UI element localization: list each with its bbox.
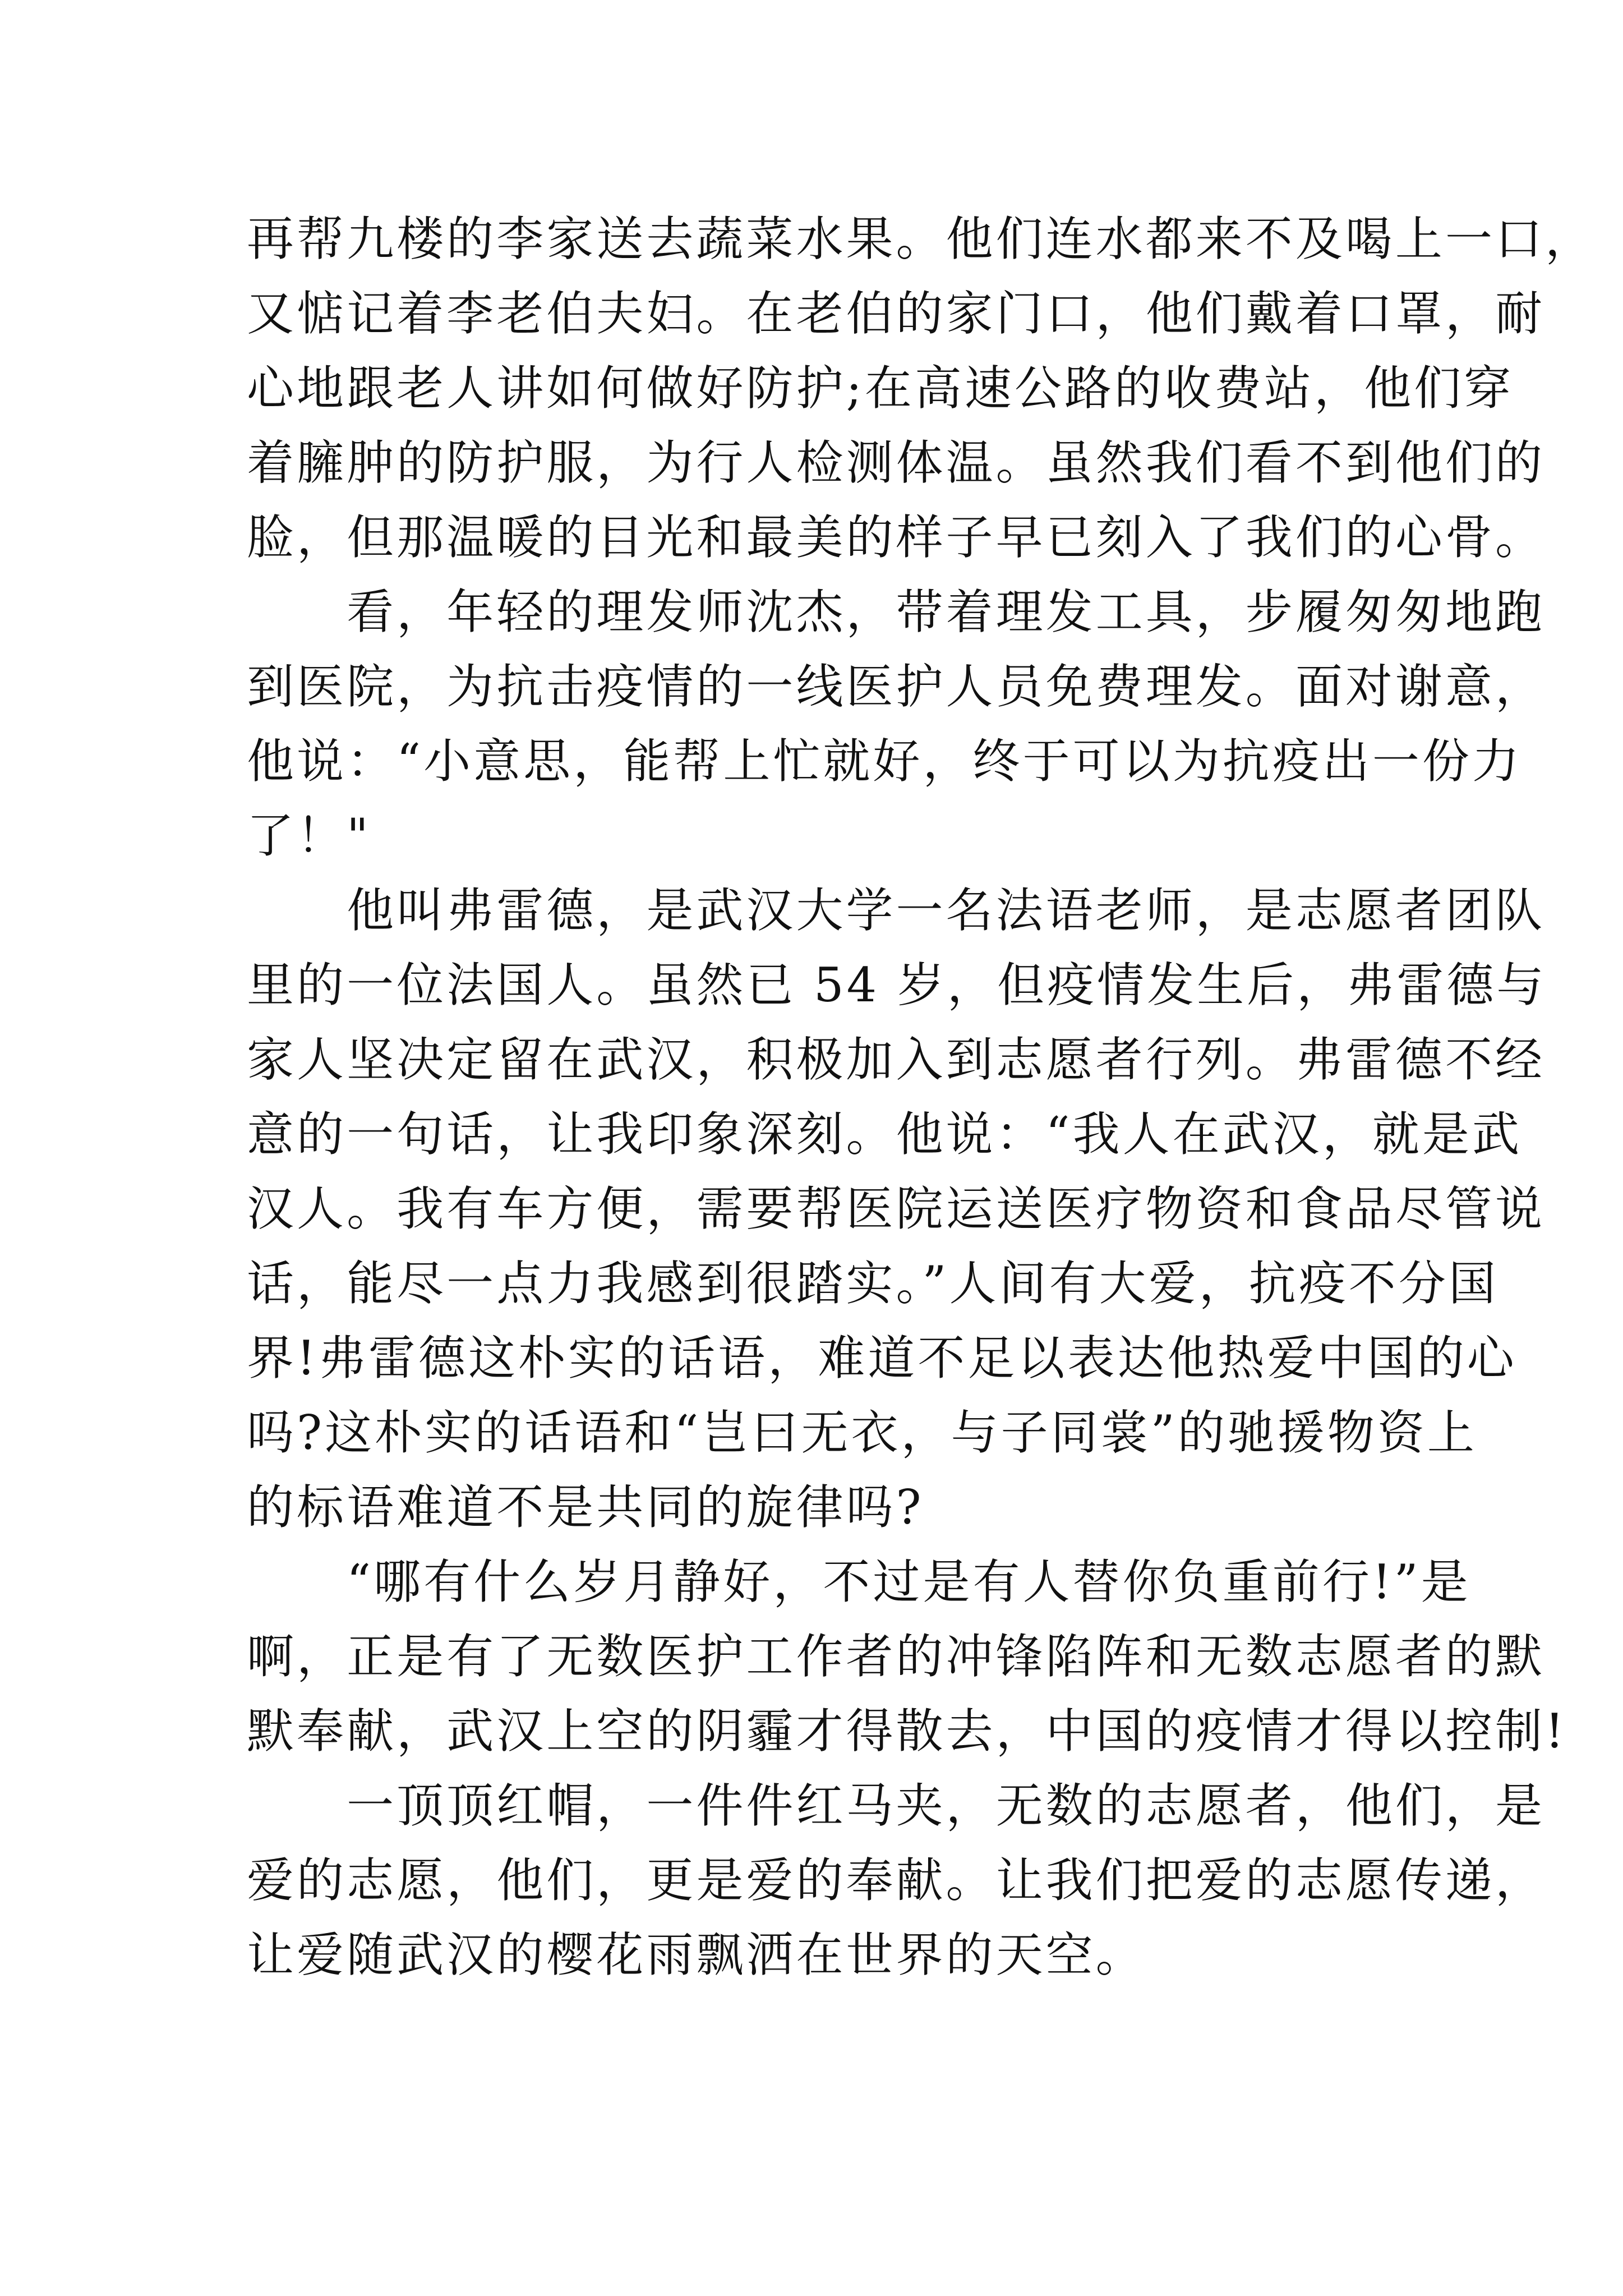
text-line: 看，年轻的理发师沈杰，带着理发工具，步履匆匆地跑 xyxy=(247,585,1546,639)
text-line: 啊，正是有了无数医护工作者的冲锋陷阵和无数志愿者的默 xyxy=(247,1629,1546,1684)
text-line: 着臃肿的防护服，为行人检测体温。虽然我们看不到他们的 xyxy=(247,435,1546,490)
text-line: 默奉献，武汉上空的阴霾才得散去，中国的疫情才得以控制! xyxy=(247,1704,1567,1759)
text-line: 了！" xyxy=(247,808,371,863)
text-line: 他叫弗雷德，是武汉大学一名法语老师，是志愿者团队 xyxy=(247,883,1546,938)
text-line: 汉人。我有车方便，需要帮医院运送医疗物资和食品尽管说 xyxy=(247,1181,1546,1236)
text-line: 到医院，为抗击疫情的一线医护人员免费理发。面对谢意， xyxy=(247,659,1546,714)
text-line: “哪有什么岁月静好，不过是有人替你负重前行!”是 xyxy=(247,1554,1471,1609)
text-line: 家人坚决定留在武汉，积极加入到志愿者行列。弗雷德不经 xyxy=(247,1032,1546,1087)
text-line: 界!弗雷德这朴实的话语，难道不足以表达他热爱中国的心 xyxy=(247,1331,1517,1386)
text-line: 又惦记着李老伯夫妇。在老伯的家门口，他们戴着口罩，耐 xyxy=(247,286,1546,341)
text-line: 吗?这朴实的话语和“岂曰无衣，与子同裳”的驰援物资上 xyxy=(247,1405,1477,1460)
text-line: 的标语难道不是共同的旋律吗? xyxy=(247,1480,924,1535)
text-line: 心地跟老人讲如何做好防护;在高速公路的收费站，他们穿 xyxy=(247,361,1514,416)
text-line: 再帮九楼的李家送去蔬菜水果。他们连水都来不及喝上一口， xyxy=(247,211,1596,266)
text-line: 爱的志愿，他们，更是爱的奉献。让我们把爱的志愿传递， xyxy=(247,1853,1546,1908)
text-line: 脸，但那温暖的目光和最美的样子早已刻入了我们的心骨。 xyxy=(247,510,1546,565)
text-line: 一顶顶红帽，一件件红马夹，无数的志愿者，他们，是 xyxy=(247,1778,1546,1833)
text-line: 意的一句话，让我印象深刻。他说：“我人在武汉，就是武 xyxy=(247,1107,1522,1162)
text-line: 他说：“小意思，能帮上忙就好，终于可以为抗疫出一份力 xyxy=(247,734,1522,789)
text-line: 里的一位法国人。虽然已 54 岁，但疫情发生后，弗雷德与 xyxy=(247,958,1547,1013)
text-line: 话，能尽一点力我感到很踏实。”人间有大爱，抗疫不分国 xyxy=(247,1256,1498,1311)
body-text xyxy=(247,202,1596,1993)
text-line: 让爱随武汉的樱花雨飘洒在世界的天空。 xyxy=(247,1927,1146,1982)
